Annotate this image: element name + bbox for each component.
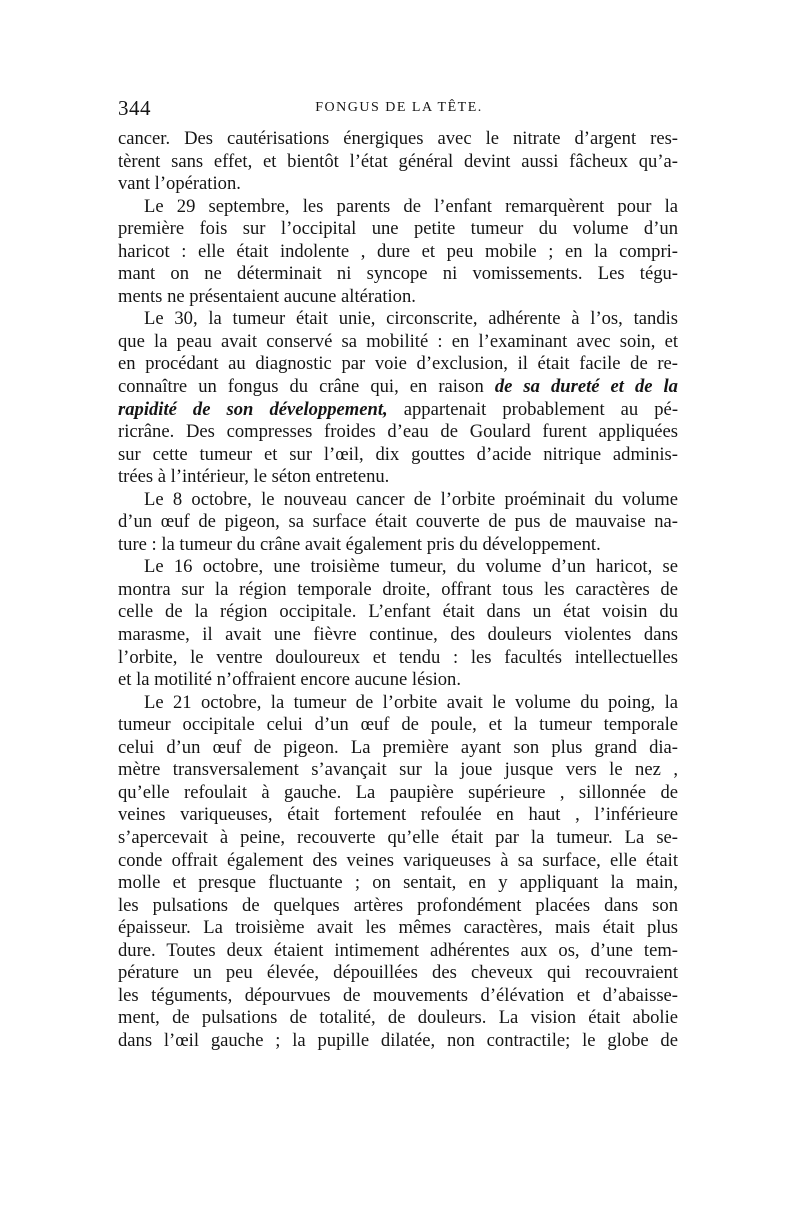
text-line: Le 21 octobre, la tumeur de l’orbite avait le volume du poing, la xyxy=(144,691,678,713)
text-line: ments ne présentaient aucune altération. xyxy=(118,285,416,307)
text-line: molle et presque fluctuante ; on sentait, en y appliquant la main, xyxy=(118,872,678,894)
text-line: Le 16 octobre, une troisième tumeur, du volume d’un haricot, se xyxy=(144,556,678,578)
text-line: tèrent sans effet, et bientôt l’état général devint aussi fâcheux qu’a- xyxy=(118,150,678,172)
text-line: cancer. Des cautérisations énergiques avec le nitrate d’argent res- xyxy=(118,128,678,149)
page-number: 344 xyxy=(118,96,151,120)
text-line: et la motilité n’offraient encore aucune lésion. xyxy=(118,669,461,691)
text-line: en procédant au diagnostic par voie d’exclusion, il était facile de re- xyxy=(118,353,678,375)
italic-phrase: rapidité de son développement, xyxy=(118,398,388,420)
body-text xyxy=(118,128,678,1052)
text-line: l’orbite, le ventre douloureux et tendu : les facultés intellectuelles xyxy=(118,646,678,668)
text-line: celle de la région occipitale. L’enfant était dans un état voisin du xyxy=(118,601,678,623)
text-line: ment, de pulsations de totalité, de douleurs. La vision était abolie xyxy=(118,1007,678,1029)
text-line: ture : la tumeur du crâne avait également pris du développement. xyxy=(118,533,601,555)
text-line: dans l’œil gauche ; la pupille dilatée, non contractile; le globe de xyxy=(118,1029,678,1051)
text-line: ricrâne. Des compresses froides d’eau de Goulard furent appliquées xyxy=(118,421,678,443)
text-line: sur cette tumeur et sur l’œil, dix gouttes d’acide nitrique adminis- xyxy=(118,443,678,465)
text-line: montra sur la région temporale droite, offrant tous les caractères de xyxy=(118,578,678,600)
text-line: que la peau avait conservé sa mobilité : en l’examinant avec soin, et xyxy=(118,330,678,352)
text-line: Le 29 septembre, les parents de l’enfant remarquèrent pour la xyxy=(144,195,678,217)
text-line: connaître un fongus du crâne qui, en raison de sa dureté et de la xyxy=(118,376,678,398)
text-line: haricot : elle était indolente , dure et peu mobile ; en la compri- xyxy=(118,240,678,262)
text-line: rapidité de son développement, appartenait probablement au pé- xyxy=(118,398,679,420)
text-line: qu’elle refoulait à gauche. La paupière supérieure , sillonnée de xyxy=(118,781,678,803)
text-line: tumeur occipitale celui d’un œuf de poule, et la tumeur temporale xyxy=(118,714,678,736)
text-line: celui d’un œuf de pigeon. La première ayant son plus grand dia- xyxy=(118,736,678,758)
text-line: première fois sur l’occipital une petite tumeur du volume d’un xyxy=(118,218,678,240)
text-line: veines variqueuses, était fortement refoulée en haut , l’inférieure xyxy=(118,804,678,826)
text-line: pérature un peu élevée, dépouillées des cheveux qui recouvraient xyxy=(118,962,678,984)
page-header xyxy=(118,96,680,122)
running-title: FONGUS DE LA TÊTE. xyxy=(315,100,483,115)
text-line: marasme, il avait une fièvre continue, des douleurs violentes dans xyxy=(118,624,678,646)
text-line: mant on ne déterminait ni syncope ni vomissements. Les tégu- xyxy=(118,263,678,285)
text-line: Le 30, la tumeur était unie, circonscrite, adhérente à l’os, tandis xyxy=(144,308,678,330)
text-line: les pulsations de quelques artères profondément placées dans son xyxy=(118,894,678,916)
text-line: s’apercevait à peine, recouverte qu’elle était par la tumeur. La se- xyxy=(118,826,678,848)
italic-phrase: de sa dureté et de la xyxy=(494,376,678,398)
text-line: vant l’opération. xyxy=(118,173,241,195)
text-line: d’un œuf de pigeon, sa surface était couverte de pus de mauvaise na- xyxy=(118,511,678,533)
text-line: Le 8 octobre, le nouveau cancer de l’orbite proéminait du volume xyxy=(144,488,678,510)
text-line: les téguments, dépourvues de mouvements d’élévation et d’abaisse- xyxy=(118,984,678,1006)
text-line: trées à l’intérieur, le séton entretenu. xyxy=(118,466,390,488)
text-line: épaisseur. La troisième avait les mêmes caractères, mais était plus xyxy=(118,917,678,939)
text-line: conde offrait également des veines variqueuses à sa surface, elle était xyxy=(118,849,678,871)
text-line: mètre transversalement s’avançait sur la joue jusque vers le nez , xyxy=(118,759,678,781)
text-line: dure. Toutes deux étaient intimement adhérentes aux os, d’une tem- xyxy=(118,939,678,961)
